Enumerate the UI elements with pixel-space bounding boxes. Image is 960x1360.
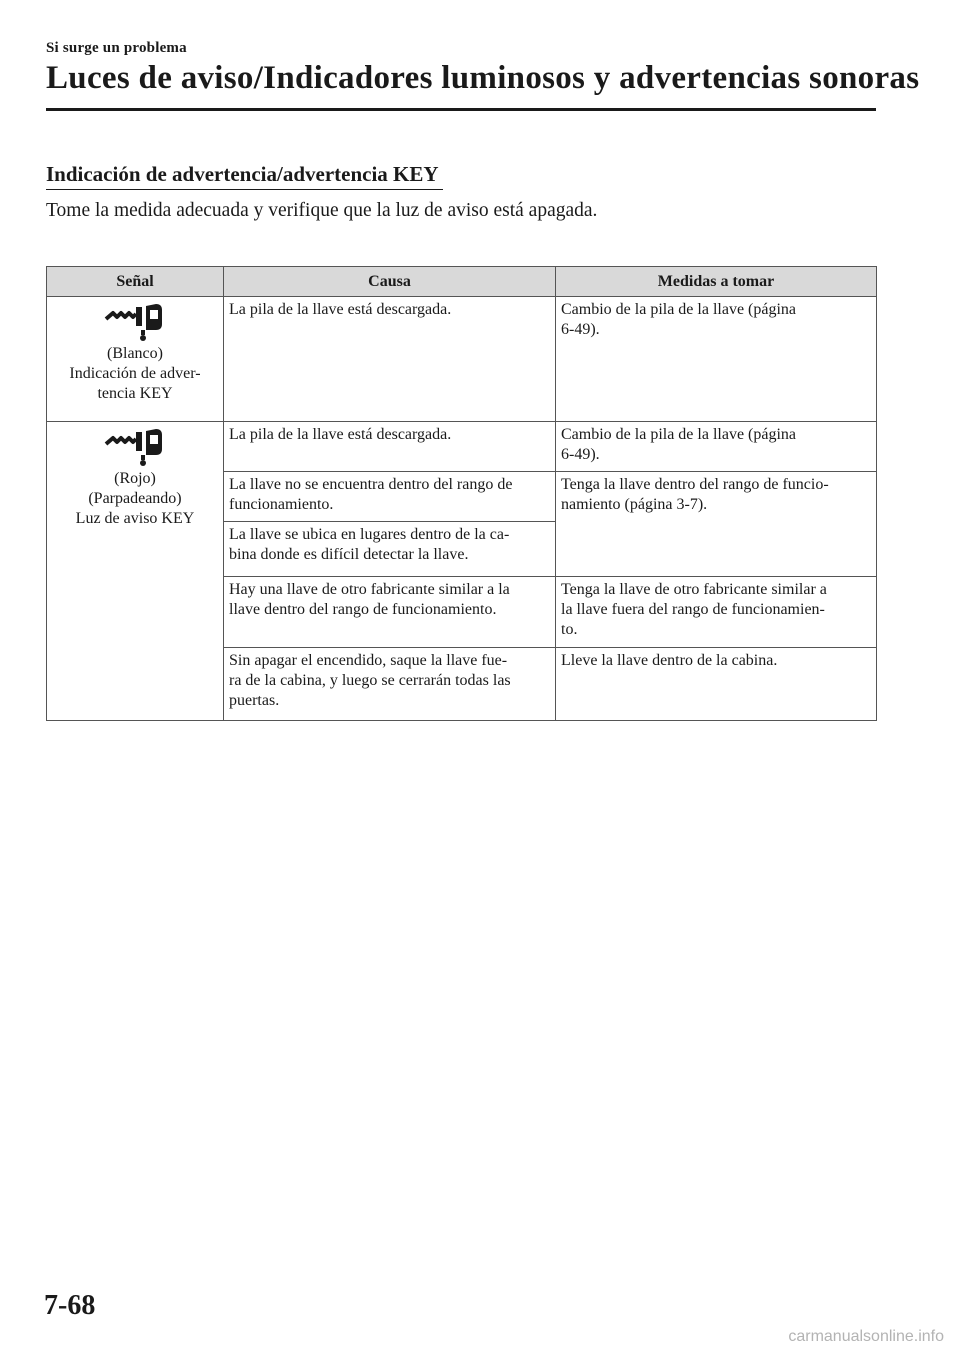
cause-text: puertas.: [229, 692, 280, 709]
signal-state-label: (Parpadeando): [88, 490, 182, 507]
cause-text: Sin apagar el encendido, saque la llave fue-: [229, 652, 508, 669]
key-warning-icon: [102, 300, 168, 342]
cause-text: ra de la cabina, y luego se cerrarán todas las: [229, 672, 511, 689]
cause-text: llave dentro del rango de funcionamiento.: [229, 601, 497, 618]
header-action: Medidas a tomar: [556, 267, 877, 297]
page-number: 7-68: [44, 1290, 96, 1321]
action-text: Cambio de la pila de la llave (página: [561, 301, 797, 318]
header-signal: Señal: [47, 267, 224, 297]
cause-text: La pila de la llave está descargada.: [229, 301, 452, 318]
cause-cell: [224, 577, 556, 648]
cause-cell: [224, 648, 556, 721]
signal-name-line: Indicación de adver-: [69, 365, 201, 382]
cause-cell: [224, 297, 556, 422]
action-cell: [556, 648, 877, 721]
action-text: namiento (página 3-7).: [561, 496, 708, 513]
signal-color-label: (Blanco): [107, 345, 163, 362]
intro-text: Tome la medida adecuada y verifique que la luz de aviso está apagada.: [46, 200, 598, 221]
key-warning-icon: [102, 425, 168, 467]
signal-name-line: Luz de aviso KEY: [75, 510, 195, 527]
action-text: Tenga la llave de otro fabricante similar a: [561, 581, 827, 598]
warning-table: [46, 266, 877, 721]
cause-text: Hay una llave de otro fabricante similar a la: [229, 581, 510, 598]
action-text: la llave fuera del rango de funcionamien-: [561, 601, 825, 618]
title-divider: [46, 108, 876, 111]
action-text: 6-49).: [561, 446, 600, 463]
site-watermark: carmanualsonline.info: [788, 1328, 944, 1345]
table-row: [47, 422, 877, 472]
action-text: 6-49).: [561, 321, 600, 338]
cause-text: La pila de la llave está descargada.: [229, 426, 452, 443]
signal-color-label: (Rojo): [114, 470, 156, 487]
header-cause: Causa: [224, 267, 556, 297]
section-label: Si surge un problema: [46, 40, 187, 56]
cause-cell: [224, 422, 556, 472]
action-cell: [556, 297, 877, 422]
action-text: Cambio de la pila de la llave (página: [561, 426, 797, 443]
cause-cell: [224, 522, 556, 577]
cause-cell: [224, 472, 556, 522]
section-heading: Indicación de advertencia/advertencia KEY: [46, 162, 443, 190]
action-cell: [556, 577, 877, 648]
signal-cell-white: [47, 297, 224, 422]
action-cell: [556, 422, 877, 472]
cause-text: La llave no se encuentra dentro del rango de: [229, 476, 513, 493]
signal-name-line: tencia KEY: [97, 385, 173, 402]
page-title: Luces de aviso/Indicadores luminosos y advertencias sonoras: [46, 60, 920, 96]
action-text: to.: [561, 621, 578, 638]
action-cell: [556, 472, 877, 577]
action-text: Lleve la llave dentro de la cabina.: [561, 652, 778, 669]
table-header-row: [47, 267, 877, 297]
signal-cell-red: [47, 422, 224, 721]
cause-text: funcionamiento.: [229, 496, 334, 513]
action-text: Tenga la llave dentro del rango de funcio-: [561, 476, 829, 493]
table-row: [47, 297, 877, 422]
cause-text: La llave se ubica en lugares dentro de la ca-: [229, 526, 510, 543]
cause-text: bina donde es difícil detectar la llave.: [229, 546, 469, 563]
